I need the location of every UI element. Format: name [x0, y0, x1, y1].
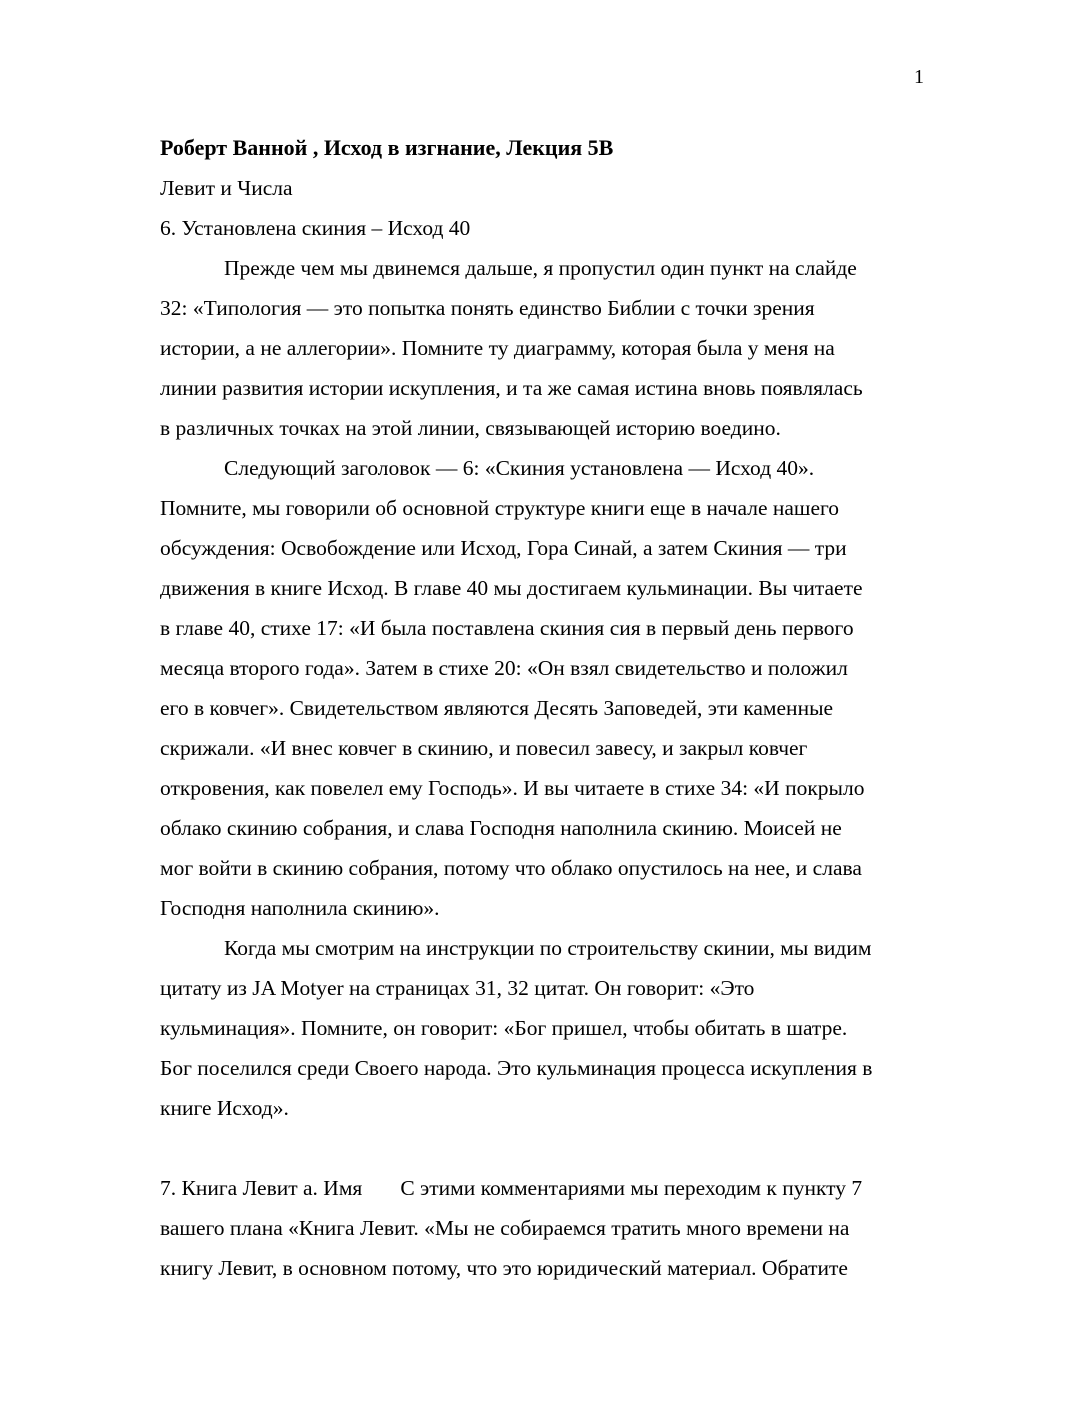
paragraph-line: книгу Левит, в основном потому, что это юридический материал. Обратите: [160, 1256, 848, 1280]
paragraph-line: движения в книге Исход. В главе 40 мы достигаем кульминации. Вы читаете: [160, 576, 863, 600]
section-7-heading: 7. Книга Левит a. Имя: [160, 1176, 363, 1200]
paragraph-line: истории, а не аллегории». Помните ту диаграмму, которая была у меня на: [160, 336, 835, 360]
paragraph-line: Когда мы смотрим на инструкции по строительству скинии, мы видим: [224, 936, 872, 960]
paragraph-2: [160, 448, 930, 928]
paragraph-line: Господня наполнила скинию».: [160, 896, 440, 920]
section-heading: 6. Установлена скиния – Исход 40: [160, 216, 471, 240]
paragraph-gap: [160, 1128, 930, 1168]
document-title: Роберт Ванной , Исход в изгнание, Лекция 5B: [160, 135, 614, 160]
document-subtitle: Левит и Числа: [160, 176, 293, 200]
paragraph-line: облако скинию собрания, и слава Господня наполнила скинию. Моисей не: [160, 816, 842, 840]
paragraph-line: скрижали. «И внес ковчег в скинию, и повесил завесу, и закрыл ковчег: [160, 736, 808, 760]
paragraph-line: его в ковчег». Свидетельством являются Десять Заповедей, эти каменные: [160, 696, 834, 720]
paragraph-line: месяца второго года». Затем в стихе 20: «Он взял свидетельство и положил: [160, 656, 848, 680]
paragraph-line: кульминация». Помните, он говорит: «Бог пришел, чтобы обитать в шатре.: [160, 1016, 848, 1040]
section-7: [160, 1168, 930, 1288]
paragraph-line: Следующий заголовок — 6: «Скиния установлена — Исход 40».: [224, 456, 815, 480]
document-body: [160, 128, 930, 1288]
paragraph-line: обсуждения: Освобождение или Исход, Гора Синай, а затем Скиния — три: [160, 536, 847, 560]
paragraph-line: в различных точках на этой линии, связывающей историю воедино.: [160, 416, 781, 440]
paragraph-3: [160, 928, 930, 1128]
section-7-first-line: [160, 1168, 930, 1208]
paragraph-line: 32: «Типология — это попытка понять единство Библии с точки зрения: [160, 296, 815, 320]
paragraph-line: откровения, как повелел ему Господь». И вы читаете в стихе 34: «И покрыло: [160, 776, 865, 800]
paragraph-line: Помните, мы говорили об основной структуре книги еще в начале нашего: [160, 496, 840, 520]
paragraph-1: [160, 248, 930, 448]
paragraph-line: мог войти в скинию собрания, потому что облако опустилось на нее, и слава: [160, 856, 862, 880]
paragraph-line: цитату из JA Motyer на страницах 31, 32 цитат. Он говорит: «Это: [160, 976, 755, 1000]
paragraph-line: вашего плана «Книга Левит. «Мы не собираемся тратить много времени на: [160, 1216, 850, 1240]
section-7-text: С этими комментариями мы переходим к пункту 7: [400, 1176, 863, 1200]
paragraph-line: книге Исход».: [160, 1096, 289, 1120]
paragraph-line: Бог поселился среди Своего народа. Это кульминация процесса искупления в: [160, 1056, 873, 1080]
paragraph-line: в главе 40, стихе 17: «И была поставлена скиния сия в первый день первого: [160, 616, 854, 640]
paragraph-line: линии развития истории искупления, и та же самая истина вновь появлялась: [160, 376, 863, 400]
paragraph-line: Прежде чем мы двинемся дальше, я пропустил один пункт на слайде: [224, 256, 857, 280]
page-number: 1: [914, 66, 924, 88]
